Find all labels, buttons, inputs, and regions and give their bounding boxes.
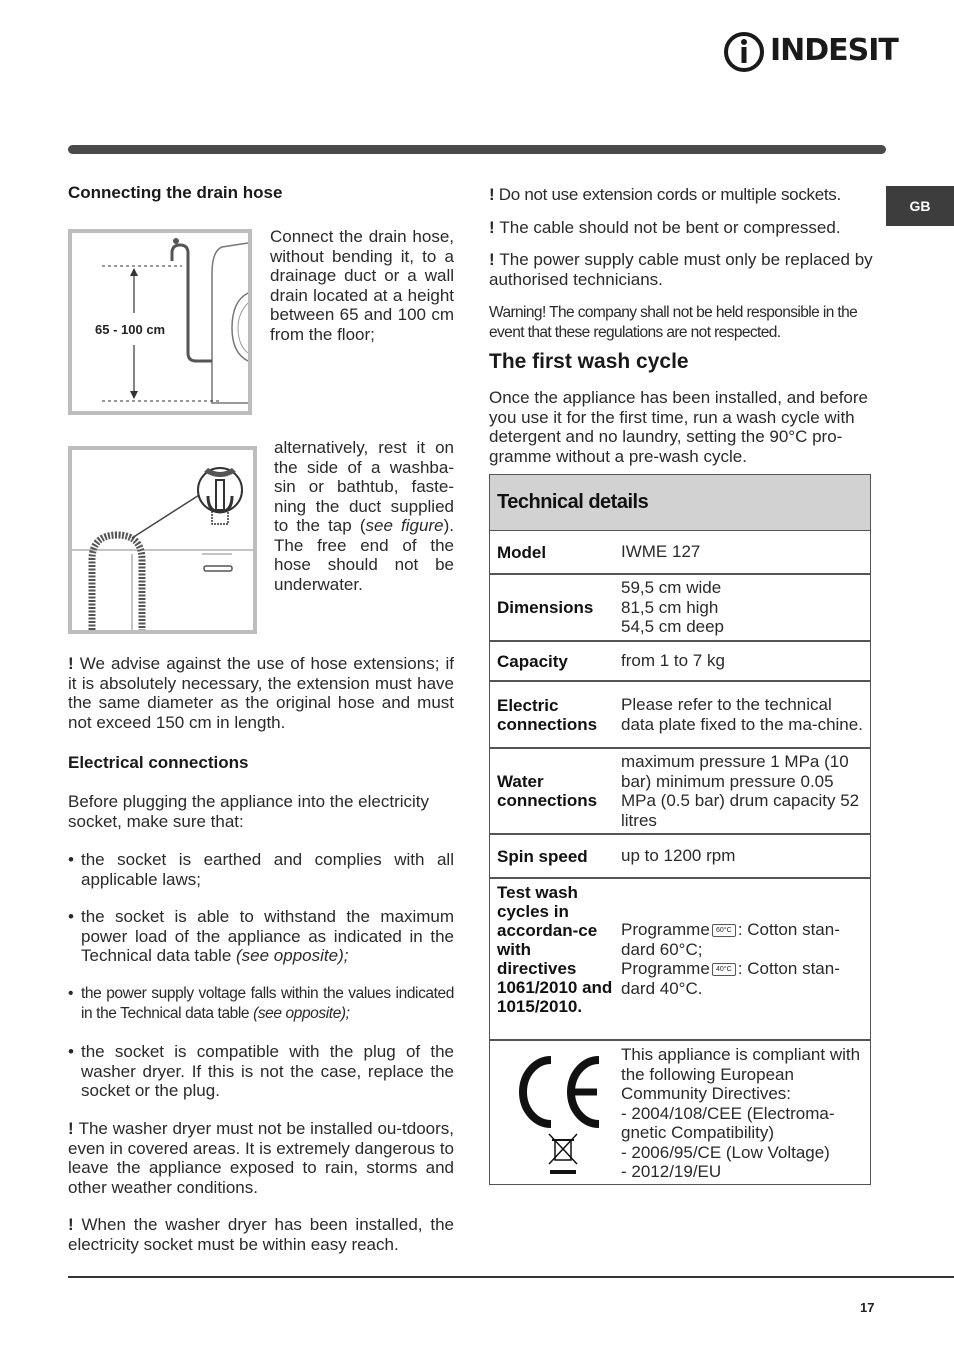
washbasin-text-part-a: alternatively, rest it on the side of a washba-sin or bathtub, faste-ning the duct supplied to the tap ( — [274, 438, 454, 535]
washbasin-figure — [68, 446, 257, 634]
drain-height-figure — [68, 229, 252, 415]
outdoor-warning-text: The washer dryer must not be installed ou-tdoors, even in covered areas. It is extremely dangerous to leave the appliance exposed to rain, storms and other weather conditions. — [68, 1119, 454, 1197]
dimensions-value — [621, 575, 870, 640]
bullet-dot: • — [68, 985, 74, 1002]
indesit-i-logo-icon — [722, 30, 766, 74]
ce-compliance-text: This appliance is compliant with the following European Community Directives: — [621, 1045, 861, 1103]
electric-connections-label: Electric connections — [497, 695, 598, 734]
header-divider — [68, 145, 886, 154]
extension-cord-warning-text: Do not use extension cords or multiple sockets. — [498, 185, 841, 204]
test-wash-label: Test wash cycles in accordan-ce with directives 1061/2010 and 1015/2010. — [497, 883, 613, 1016]
row-spin-speed — [490, 835, 870, 879]
washbasin-text — [274, 438, 454, 594]
bullet-emphasis: (see opposite); — [236, 946, 349, 965]
programme-1: Programme 60°C : Cotton stan-dard 60°C; — [621, 920, 840, 959]
washbasin-text-part-b: ). The free end of the hose should not be underwater. — [274, 516, 454, 594]
warning-mark: ! — [68, 654, 80, 673]
warning-mark: ! — [489, 250, 500, 269]
warning-mark: ! — [489, 218, 500, 237]
washbasin-text-emphasis: see figure — [365, 516, 444, 535]
bullet-text: the socket is compatible with the plug of the washer dryer. If this is not the case, replace the socket or the plug. — [81, 1042, 454, 1100]
ce-mark-icon — [509, 1048, 609, 1178]
outdoor-warning — [68, 1119, 454, 1197]
water-connections-value: maximum pressure 1 MPa (10 bar) minimum pressure 0.05 MPa (0.5 bar) drum capacity 52 litres — [621, 752, 860, 830]
bullet-text: the socket is able to withstand the maximum power load of the appliance as indicated in the Technical data table — [81, 907, 454, 965]
dimension-height: 81,5 cm high — [621, 597, 719, 617]
cable-replace-warning — [489, 250, 881, 289]
warning-mark: ! — [68, 1119, 79, 1138]
electrical-connections-heading: Electrical connections — [68, 753, 249, 772]
bullet-emphasis: (see opposite); — [253, 1004, 350, 1022]
bullet-item-1 — [68, 850, 454, 889]
drain-hose-heading: Connecting the drain hose — [68, 183, 283, 202]
cotton-40-programme-icon: 40°C — [712, 963, 736, 976]
technical-details-table — [489, 474, 871, 1185]
capacity-label: Capacity — [497, 651, 568, 671]
hose-extension-warning-text: We advise against the use of hose extensions; if it is absolutely necessary, the extension must have the same diameter as the original hose and must not exceed 150 cm in length. — [68, 654, 454, 732]
row-test-wash-cycles — [490, 879, 870, 1041]
capacity-value: from 1 to 7 kg — [621, 651, 725, 671]
cable-replace-warning-text: The power supply cable must only be replaced by authorised technicians. — [489, 250, 873, 289]
dimension-width: 59,5 cm wide — [621, 578, 722, 598]
first-wash-heading: The first wash cycle — [489, 350, 689, 373]
electrical-intro: Before plugging the appliance into the electricity socket, make sure that: — [68, 792, 430, 831]
spin-speed-label: Spin speed — [497, 846, 588, 866]
dimensions-label: Dimensions — [497, 598, 594, 617]
cable-bend-warning — [489, 218, 881, 238]
liability-warning: Warning! The company shall not be held responsible in the event that these regulations are not respected. — [489, 304, 858, 341]
dimension-depth: 54,5 cm deep — [621, 617, 725, 637]
footer-divider — [68, 1276, 954, 1278]
bullet-text: the power supply voltage falls within the values indicated in the Technical data table — [81, 985, 454, 1022]
row-dimensions — [490, 575, 870, 642]
hose-extension-warning — [68, 654, 454, 732]
ce-directive-1: - 2004/108/CEE (Electroma-gnetic Compatibility) — [621, 1103, 835, 1142]
ce-directive-3: - 2012/19/EU — [621, 1162, 722, 1181]
row-capacity — [490, 642, 870, 682]
socket-reach-warning — [68, 1215, 454, 1254]
socket-reach-warning-text: When the washer dryer has been installed, the electricity socket must be within easy reach. — [68, 1215, 454, 1254]
electric-connections-value: Please refer to the technical data plate fixed to the ma-chine. — [621, 695, 863, 734]
row-electric-connections — [490, 682, 870, 749]
brand-logo-text: INDESIT — [770, 33, 898, 68]
brand-logo — [722, 30, 898, 76]
model-value: IWME 127 — [621, 542, 701, 562]
bullet-dot: • — [68, 907, 74, 926]
spin-speed-value: up to 1200 rpm — [621, 846, 736, 866]
page-number: 17 — [860, 1300, 875, 1315]
ce-directive-2: - 2006/95/CE (Low Voltage) — [621, 1142, 830, 1162]
ce-marks — [490, 1041, 621, 1184]
warning-mark: ! — [68, 1215, 82, 1234]
cable-bend-warning-text: The cable should not be bent or compressed. — [499, 218, 841, 237]
drain-height-label: 65 - 100 cm — [95, 322, 166, 337]
row-model — [490, 531, 870, 575]
test-wash-value — [621, 879, 870, 1039]
water-connections-label: Water connections — [497, 772, 598, 810]
bullet-dot: • — [68, 850, 74, 869]
row-water-connections — [490, 749, 870, 835]
warning-mark: ! — [489, 185, 499, 204]
extension-cord-warning — [489, 185, 881, 205]
washbasin-hose-illustration-icon — [72, 450, 253, 630]
cotton-60-programme-icon: 60°C — [712, 924, 736, 937]
ce-compliance-value — [621, 1041, 870, 1184]
weee-bin-icon — [549, 1134, 577, 1174]
language-tab: GB — [886, 186, 954, 226]
first-wash-text: Once the appliance has been installed, and before you use it for the first time, run a wash cycle with detergent and no laundry, setting the 90°C pro-gramme without a pre-wash cycle. — [489, 388, 868, 466]
bullet-item-4 — [68, 1042, 454, 1101]
bullet-text: the socket is earthed and complies with all applicable laws; — [81, 850, 454, 889]
drain-hose-text: Connect the drain hose, without bending it, to a drainage duct or a wall drain located at a height between 65 and 100 cm from the floor; — [270, 227, 454, 344]
row-ce-compliance — [490, 1041, 870, 1184]
bullet-item-3 — [68, 984, 454, 1023]
technical-details-heading: Technical details — [490, 475, 870, 531]
bullet-item-2 — [68, 907, 454, 966]
bullet-dot: • — [68, 1042, 74, 1061]
model-label: Model — [497, 542, 547, 562]
programme-2: Programme 40°C : Cotton stan-dard 40°C. — [621, 959, 840, 998]
